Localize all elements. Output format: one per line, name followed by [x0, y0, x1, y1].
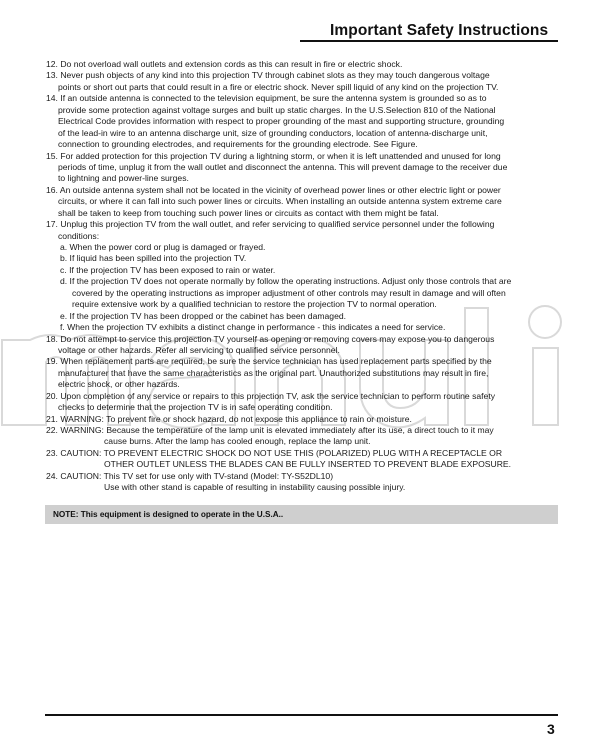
usa-operation-note: NOTE: This equipment is designed to operate in the U.S.A..	[45, 505, 558, 524]
instruction-line: Use with other stand is capable of resulting in instability causing possible injury.	[104, 482, 406, 493]
page-number: 3	[547, 721, 555, 737]
instruction-line: a. When the power cord or plug is damaged or frayed.	[60, 242, 266, 252]
instruction-line: OTHER OUTLET UNLESS THE BLADES CAN BE FULLY INSERTED TO PREVENT BLADE EXPOSURE.	[104, 459, 512, 470]
instruction-line: 13. Never push objects of any kind into this projection TV through cabinet slots as they may touch dangerous voltage	[46, 70, 490, 81]
instruction-line: 16. An outside antenna system shall not be located in the vicinity of overhead power lines or other electric light or power	[46, 184, 501, 195]
instruction-line: 20. Upon completion of any service or repairs to this projection TV, ask the service technician to perform routine safety	[46, 390, 496, 401]
instruction-line: shall be taken to keep from touching such power lines or circuits as contact with them might be fatal.	[58, 207, 439, 218]
page-title: Important Safety Instructions	[330, 22, 549, 39]
header-divider	[300, 40, 558, 42]
instruction-line: 23. CAUTION: TO PREVENT ELECTRIC SHOCK DO NOT USE THIS (POLARIZED) PLUG WITH A RECEPTACLE OR	[46, 447, 503, 458]
instruction-line: e. If the projection TV has been dropped or the cabinet has been damaged.	[60, 310, 347, 321]
instruction-line: 12. Do not overload wall outlets and extension cords as this can result in fire or electric shock.	[46, 59, 403, 69]
instruction-line: require extensive work by a qualified technician to restore the projection TV to normal operation.	[72, 299, 437, 310]
instruction-line: 15. For added protection for this projection TV during a lightning storm, or when it is left unattended and unused for long	[46, 150, 501, 161]
instruction-line: provide some protection against voltage surges and built up static charges. In the U.S.Selection 810 of the National	[58, 104, 496, 115]
footer-divider	[45, 714, 558, 716]
instruction-line: checks to determine that the projection TV is in safe operating condition.	[58, 402, 333, 413]
instruction-line: periods of time, unplug it from the wall outlet and disconnect the antenna. This will prevent damage to the receiver due	[58, 161, 508, 172]
instruction-line: of the lead-in wire to an antenna discharge unit, size of grounding conductors, location of antenna-discharge unit,	[58, 127, 488, 138]
instruction-line: 17. Unplug this projection TV from the wall outlet, and refer servicing to qualified service personnel under the following	[46, 219, 495, 230]
instruction-line: covered by the operating instructions as improper adjustment of other controls may result in damage and will often	[72, 287, 506, 298]
instruction-line: 21. WARNING: To prevent fire or shock hazard, do not expose this appliance to rain or moisture.	[46, 413, 412, 424]
instruction-line: f. When the projection TV exhibits a distinct change in performance - this indicates a need for service.	[60, 322, 446, 333]
instruction-line: connection to grounding electrodes, and requirements for the grounding electrode. See Figure.	[58, 139, 418, 150]
instruction-line: 18. Do not attempt to service this projection TV yourself as opening or removing covers may expose you to dangerous	[46, 333, 495, 344]
instruction-line: d. If the projection TV does not operate normally by follow the operating instructions. Adjust only those controls that are	[60, 276, 512, 287]
instruction-line: cause burns. After the lamp has cooled enough, replace the lamp unit.	[104, 436, 371, 447]
instruction-line: conditions:	[58, 230, 100, 241]
instruction-line: b. If liquid has been spilled into the projection TV.	[60, 253, 247, 264]
instruction-line: circuits, or where it can fall into such power lines or circuits. When installing an outside antenna system extreme care	[58, 196, 502, 207]
instruction-line: to lightning and power-line surges.	[58, 173, 189, 184]
instruction-line: 24. CAUTION: This TV set for use only with TV-stand (Model: TY-S52DL10)	[46, 470, 334, 481]
instruction-line: manufacturer that have the same characteristics as the original part. Unauthorized substitutions may result in fire,	[58, 367, 489, 378]
instruction-line: 14. If an outside antenna is connected to the television equipment, be sure the antenna system is grounded so as to	[46, 93, 487, 104]
instruction-line: electric shock, or other hazards.	[58, 379, 180, 390]
instruction-line: voltage or other hazards. Refer all servicing to qualified service personnel.	[58, 344, 340, 355]
instruction-line: c. If the projection TV has been exposed to rain or water.	[60, 264, 276, 275]
instruction-line: Electrical Code provides information with respect to proper grounding of the mast and supporting structure, grounding	[58, 116, 505, 127]
instruction-line: 22. WARNING: Because the temperature of the lamp unit is elevated immediately after its use, a direct touch to it may	[46, 425, 494, 435]
instruction-line: points or short out parts that could result in a fire or electric shock. Never spill liquid of any kind on the projection TV.	[58, 81, 499, 92]
instruction-line: 19. When replacement parts are required, be sure the service technician has used replacement parts specified by the	[46, 356, 492, 367]
safety-instructions-list	[46, 59, 566, 494]
